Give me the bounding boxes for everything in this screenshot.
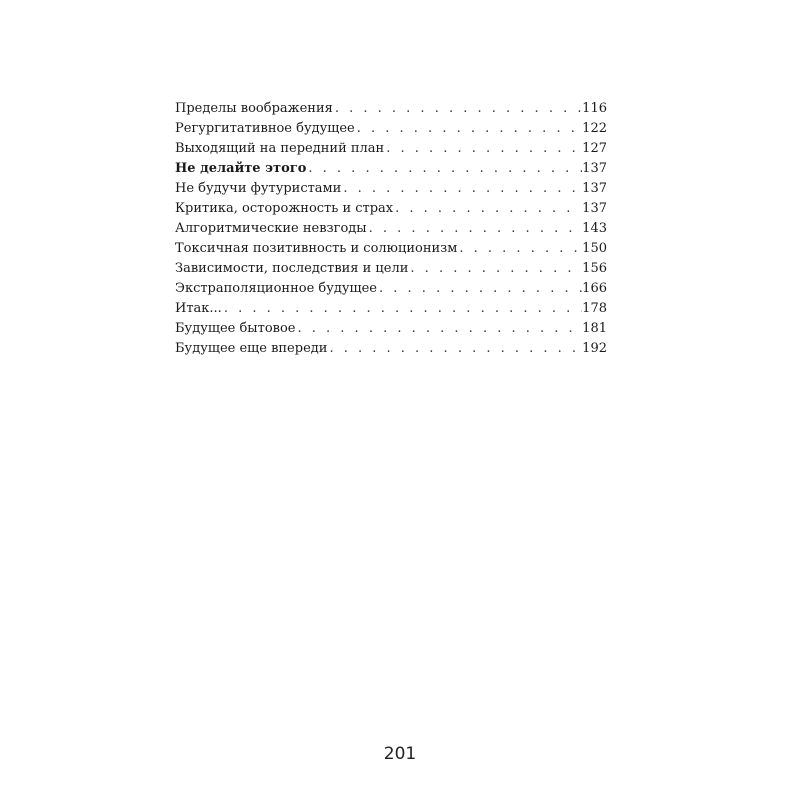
toc-dot-leader <box>369 219 583 239</box>
toc-entry-page: 192 <box>582 341 607 356</box>
toc-entry <box>175 239 607 259</box>
toc-entry-page: 137 <box>582 161 607 176</box>
toc-entry-page: 137 <box>582 201 607 216</box>
toc-entry-title: Пределы воображения <box>175 101 333 116</box>
toc-entry-page: 150 <box>582 241 607 256</box>
toc-entry-page: 127 <box>582 141 607 156</box>
toc-entry-page: 166 <box>582 281 607 296</box>
toc-entry <box>175 99 607 119</box>
toc-entry-page: 137 <box>582 181 607 196</box>
toc-entry-title: Алгоритмические невзгоды <box>175 221 367 236</box>
toc-entry-title: Не делайте этого <box>175 161 307 176</box>
toc-entry-page: 143 <box>582 221 607 236</box>
toc-entry-title: Зависимости, последствия и цели <box>175 261 409 276</box>
toc-entry <box>175 259 607 279</box>
toc-dot-leader <box>335 99 582 119</box>
toc-entry-title: Итак... <box>175 301 222 316</box>
toc-entry <box>175 119 607 139</box>
toc-dot-leader <box>329 339 582 359</box>
toc-dot-leader <box>343 179 582 199</box>
toc-entry-title: Токсичная позитивность и солюционизм <box>175 241 458 256</box>
toc-entry-title: Экстраполяционное будущее <box>175 281 378 296</box>
toc-dot-leader <box>357 119 582 139</box>
toc-dot-leader <box>298 319 583 339</box>
toc-dot-leader <box>410 259 582 279</box>
toc-dot-leader <box>395 199 582 219</box>
toc-dot-leader <box>459 239 582 259</box>
toc-dot-leader <box>224 299 582 319</box>
toc-entry-section-heading <box>175 159 607 179</box>
toc-entry <box>175 199 607 219</box>
toc-entry-page: 181 <box>582 321 607 336</box>
toc-entry-title: Не будучи футуристами <box>175 181 342 196</box>
toc-entry-title: Будущее бытовое <box>175 321 296 336</box>
toc-entry <box>175 139 607 159</box>
toc-dot-leader <box>308 159 582 179</box>
toc-entry <box>175 279 607 299</box>
toc-entry-title: Регургитативное будущее <box>175 121 355 136</box>
toc-dot-leader <box>379 279 582 299</box>
toc-entry <box>175 179 607 199</box>
toc-entry-title: Будущее еще впереди <box>175 341 328 356</box>
table-of-contents <box>175 99 607 359</box>
toc-dot-leader <box>386 139 582 159</box>
toc-entry-title: Выходящий на передний план <box>175 141 385 156</box>
toc-entry <box>175 319 607 339</box>
toc-entry-page: 156 <box>582 261 607 276</box>
toc-entry <box>175 299 607 319</box>
toc-entry <box>175 219 607 239</box>
toc-entry-page: 122 <box>582 121 607 136</box>
toc-entry-page: 116 <box>582 101 607 116</box>
toc-entry-page: 178 <box>582 301 607 316</box>
toc-entry-title: Критика, осторожность и страх <box>175 201 394 216</box>
toc-entry <box>175 339 607 359</box>
page-number: 201 <box>383 744 417 764</box>
